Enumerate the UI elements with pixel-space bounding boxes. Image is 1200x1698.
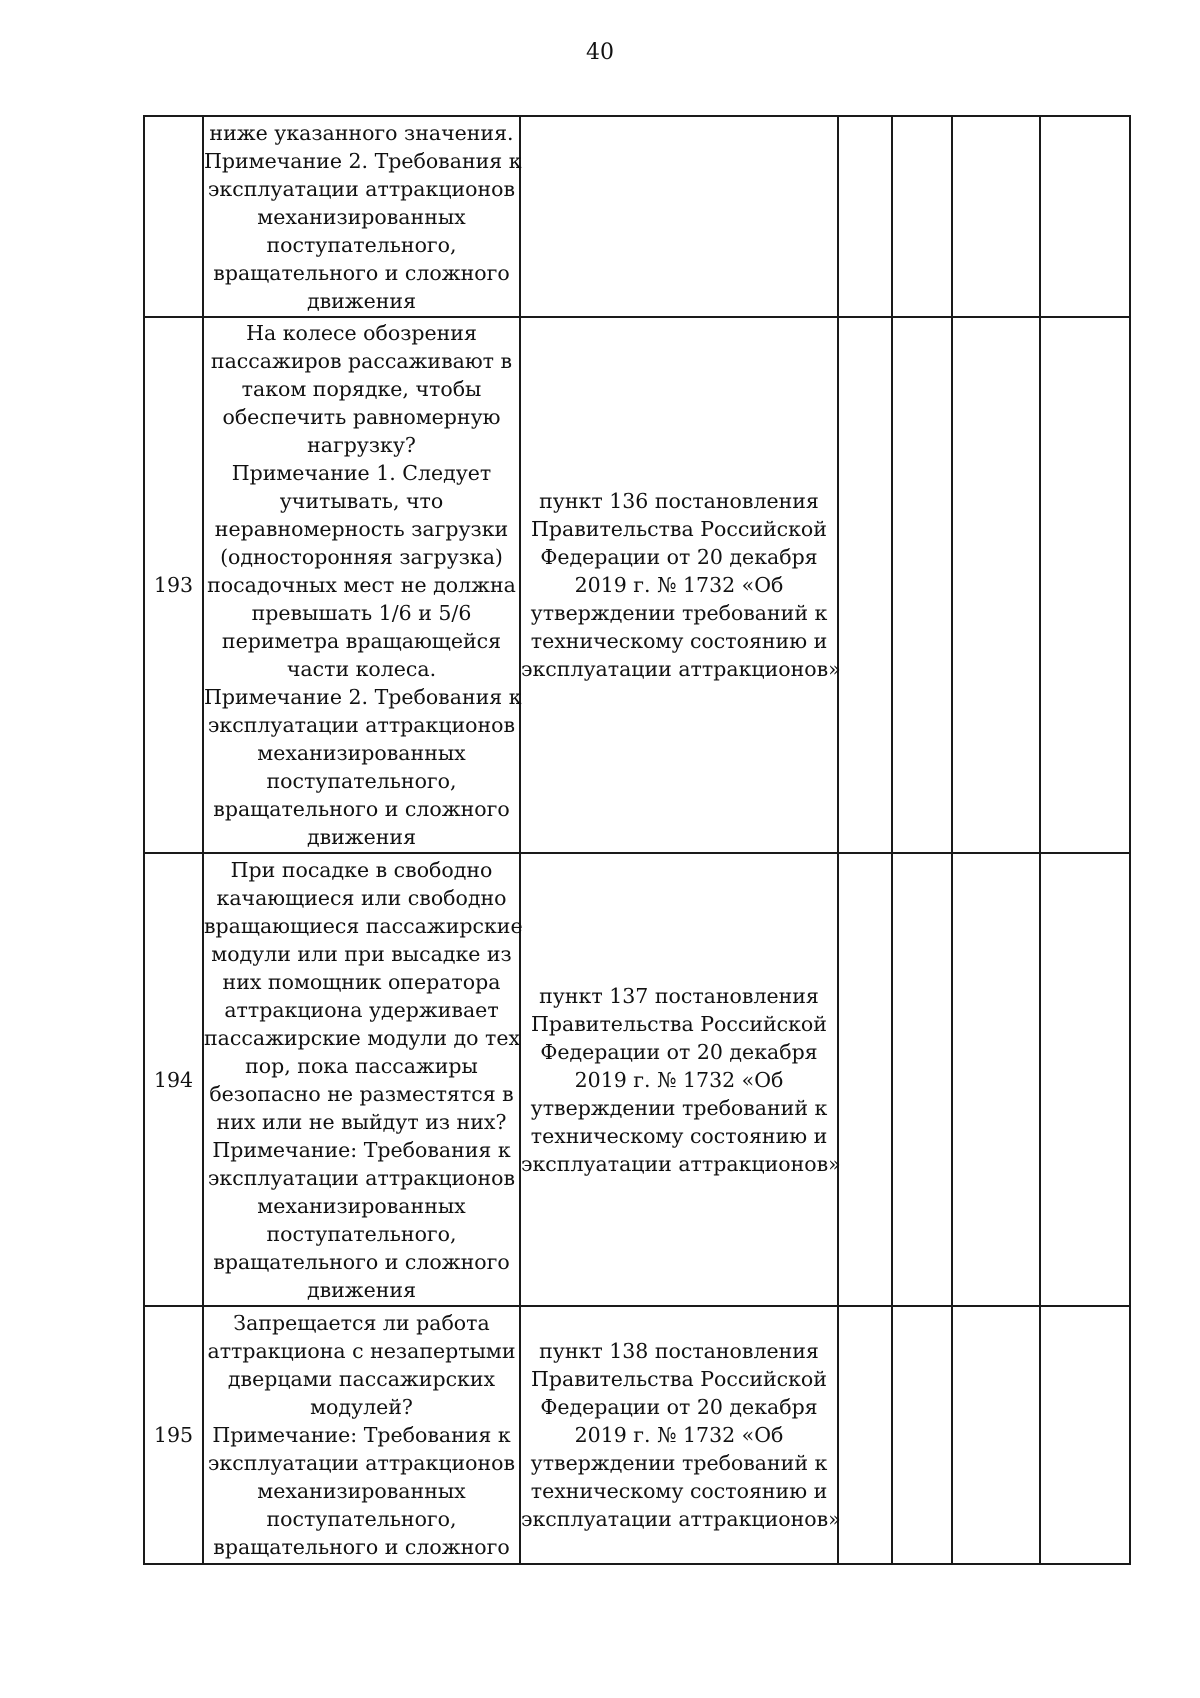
text-line: вращающиеся пассажирские xyxy=(204,913,523,938)
answer-cell-2 xyxy=(892,116,952,317)
text-line: периметра вращающейся xyxy=(221,629,502,653)
text-line: Примечание: Требования к xyxy=(212,1423,511,1447)
text-line: механизированных xyxy=(257,1193,466,1218)
text-line: эксплуатации аттракционов» xyxy=(521,657,841,681)
text-line: части колеса. xyxy=(286,657,437,681)
text-line: механизированных xyxy=(257,1479,466,1503)
text-line: Примечание: Требования к xyxy=(212,1137,511,1162)
text-line: Федерации от 20 декабря xyxy=(540,545,818,569)
question-cell xyxy=(203,317,520,853)
reference-cell xyxy=(520,317,841,853)
reference-cell xyxy=(520,1306,841,1564)
text-line: утверждении требований к xyxy=(530,1095,828,1120)
text-line: движения xyxy=(306,1277,417,1302)
text-line: пассажиров рассаживают в xyxy=(210,349,513,373)
page-number: 40 xyxy=(586,40,614,65)
row-number-cell: 194 xyxy=(144,853,203,1306)
text-line: модулей? xyxy=(310,1395,413,1419)
table-row-195 xyxy=(144,1306,1130,1564)
reference-cell xyxy=(520,116,838,317)
text-line: 2019 г. № 1732 «Об xyxy=(574,1423,784,1447)
text-line: поступательного, xyxy=(266,1507,457,1531)
text-line: (односторонняя загрузка) xyxy=(220,545,503,569)
answer-cell-4 xyxy=(1040,1306,1130,1564)
row-number-cell: 195 xyxy=(144,1306,203,1564)
text-line: качающиеся или свободно xyxy=(216,885,507,910)
text-line: безопасно не разместятся в xyxy=(209,1081,514,1106)
text-line: пункт 138 постановления xyxy=(539,1339,819,1363)
text-line: техническому состоянию и xyxy=(530,1123,828,1148)
answer-cell-3 xyxy=(952,1306,1040,1564)
text-line: пункт 137 постановления xyxy=(539,983,819,1008)
text-line: обеспечить равномерную xyxy=(222,405,501,429)
text-line: посадочных мест не должна xyxy=(207,573,516,597)
answer-cell-4 xyxy=(1040,317,1130,853)
text-line: поступательного, xyxy=(266,232,457,257)
text-line: Примечание 2. Требования к xyxy=(204,685,522,709)
answer-cell-3 xyxy=(952,116,1040,317)
answer-cell-4 xyxy=(1040,853,1130,1306)
text-line: Правительства Российской xyxy=(531,1011,827,1036)
text-line: вращательного и сложного xyxy=(213,797,510,821)
text-line: нагрузку? xyxy=(307,433,416,457)
text-line: вращательного и сложного xyxy=(213,260,510,285)
text-line: Правительства Российской xyxy=(531,1367,827,1391)
text-line: движения xyxy=(306,825,417,849)
table-row-194 xyxy=(144,853,1130,1306)
text-line: дверцами пассажирских xyxy=(227,1367,496,1391)
text-line: Примечание 2. Требования к xyxy=(204,148,522,173)
answer-cell-1 xyxy=(838,853,892,1306)
text-line: эксплуатации аттракционов xyxy=(207,1165,516,1190)
text-line: механизированных xyxy=(257,204,466,229)
text-line: модули или при высадке из xyxy=(211,941,512,966)
answer-cell-3 xyxy=(952,317,1040,853)
text-line: эксплуатации аттракционов» xyxy=(521,1507,841,1531)
text-line: вращательного и сложного xyxy=(213,1249,510,1274)
answer-cell-1 xyxy=(838,317,892,853)
answer-cell-1 xyxy=(838,116,892,317)
text-line: механизированных xyxy=(257,741,466,765)
text-line: них помощник оператора xyxy=(222,969,501,994)
text-line: эксплуатации аттракционов xyxy=(207,176,516,201)
text-line: эксплуатации аттракционов xyxy=(207,1451,516,1475)
text-line: учитывать, что xyxy=(279,489,444,513)
text-line: Правительства Российской xyxy=(531,517,827,541)
text-line: аттракциона с незапертыми xyxy=(207,1339,516,1363)
text-line: утверждении требований к xyxy=(530,1451,828,1475)
answer-cell-2 xyxy=(892,853,952,1306)
text-line: Федерации от 20 декабря xyxy=(540,1395,818,1419)
text-line: движения xyxy=(306,288,417,313)
text-line: таком порядке, чтобы xyxy=(241,377,482,401)
text-line: эксплуатации аттракционов xyxy=(207,713,516,737)
text-line: При посадке в свободно xyxy=(230,857,493,882)
row-number-cell: 193 xyxy=(144,317,203,853)
text-line: поступательного, xyxy=(266,1221,457,1246)
row-number-cell xyxy=(144,116,203,317)
text-line: техническому состоянию и xyxy=(530,629,828,653)
text-line: Запрещается ли работа xyxy=(233,1311,490,1335)
answer-cell-3 xyxy=(952,853,1040,1306)
text-line: Федерации от 20 декабря xyxy=(540,1039,818,1064)
reference-cell xyxy=(520,853,841,1306)
checklist-table xyxy=(143,115,1131,1565)
answer-cell-4 xyxy=(1040,116,1130,317)
text-line: Примечание 1. Следует xyxy=(231,461,492,485)
text-line: поступательного, xyxy=(266,769,457,793)
table-row-193 xyxy=(144,317,1130,853)
answer-cell-1 xyxy=(838,1306,892,1564)
question-cell xyxy=(203,1306,520,1564)
text-line: эксплуатации аттракционов» xyxy=(521,1151,841,1176)
text-line: ниже указанного значения. xyxy=(209,120,514,145)
text-line: аттракциона удерживает xyxy=(224,997,499,1022)
answer-cell-2 xyxy=(892,317,952,853)
text-line: пор, пока пассажиры xyxy=(245,1053,478,1078)
text-line: неравномерность загрузки xyxy=(214,517,509,541)
text-line: На колесе обозрения xyxy=(246,321,477,345)
table-row-continued xyxy=(144,116,1130,317)
text-line: пассажирские модули до тех xyxy=(204,1025,521,1050)
text-line: них или не выйдут из них? xyxy=(216,1109,507,1134)
text-line: техническому состоянию и xyxy=(530,1479,828,1503)
text-line: превышать 1/6 и 5/6 xyxy=(251,601,472,625)
text-line: утверждении требований к xyxy=(530,601,828,625)
text-line: 2019 г. № 1732 «Об xyxy=(574,1067,784,1092)
question-cell xyxy=(203,116,520,317)
question-cell xyxy=(203,853,523,1306)
text-line: 2019 г. № 1732 «Об xyxy=(574,573,784,597)
text-line: вращательного и сложного xyxy=(213,1535,510,1559)
text-line: пункт 136 постановления xyxy=(539,489,819,513)
answer-cell-2 xyxy=(892,1306,952,1564)
